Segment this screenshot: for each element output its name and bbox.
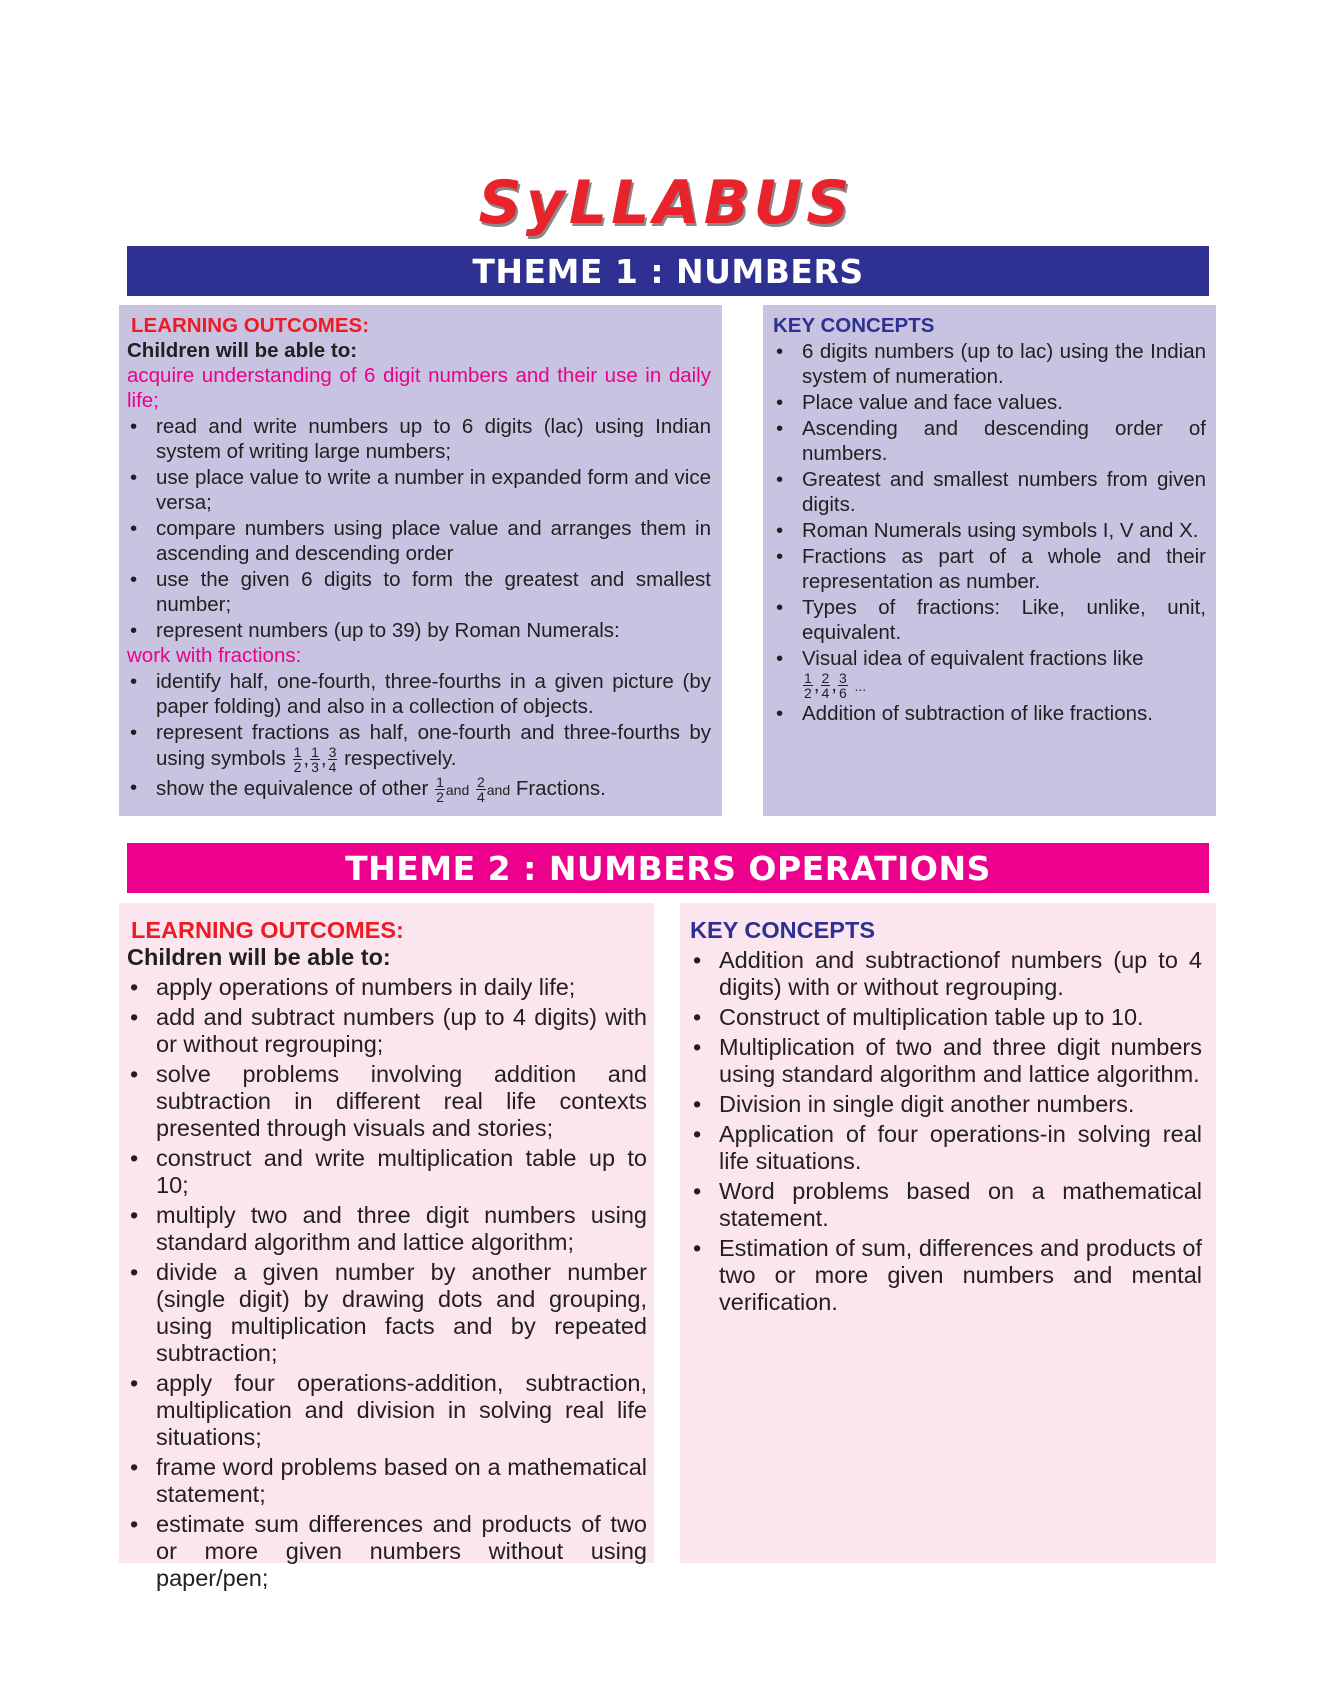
list-item: • Types of fractions: Like, unlike, unit, equivalent. [773, 595, 1206, 645]
fraction: $\frac{3}{6}$ [839, 670, 847, 701]
list-item: • Roman Numerals using symbols I, V and X. [773, 518, 1206, 543]
theme-2-learning-outcomes-panel [119, 903, 654, 1591]
list-item: • compare numbers using place value and arranges them in ascending and descending order [127, 516, 711, 566]
list-item: • 6 digits numbers (up to lac) using the Indian system of numeration. [773, 339, 1206, 389]
key-concepts-heading: KEY CONCEPTS [773, 314, 935, 337]
list-item: • Ascending and descending order of numbers. [773, 416, 1206, 466]
theme-2-key-concepts-panel [680, 903, 1216, 1563]
list-item: • Greatest and smallest numbers from given digits. [773, 467, 1206, 517]
list-item: • Division in single digit another numbers. [690, 1091, 1202, 1118]
concept-list [690, 947, 1202, 1316]
list-item: • solve problems involving addition and subtraction in different real life contexts presented through visuals and stories; [127, 1061, 647, 1142]
list-item: • add and subtract numbers (up to 4 digits) with or without regrouping; [127, 1004, 647, 1058]
list-item: • show the equivalence of other $\frac{1}{2}$ and $\frac{2}{4}$ and Fractions. [127, 775, 711, 804]
theme-1-banner: THEME 1 : NUMBERS [127, 246, 1209, 296]
list-item: • Addition of subtraction of like fractions. [773, 701, 1206, 726]
list-item-text: show the equivalence of other [156, 776, 429, 800]
list-item: • frame word problems based on a mathematical statement; [127, 1454, 647, 1508]
list-item: • divide a given number by another number (single digit) by drawing dots and grouping, using multiplication facts and by repeated subtraction; [127, 1259, 647, 1367]
theme-1-learning-outcomes-panel [119, 305, 722, 816]
list-item-text: Visual idea of equivalent fractions like [802, 647, 1144, 670]
fraction: $\frac{1}{3}$ [311, 744, 319, 775]
list-item-text: Fractions. [515, 776, 606, 800]
list-item: • Application of four operations-in solving real life situations. [690, 1121, 1202, 1175]
list-item: • construct and write multiplication table up to 10; [127, 1145, 647, 1199]
list-item: • Visual idea of equivalent fractions like $\frac{1}{2}$ , $\frac{2}{4}$ , $\frac{3}{6}$ ... [773, 646, 1206, 700]
fraction: $\frac{1}{2}$ [293, 744, 302, 775]
fraction: $\frac{2}{4}$ [476, 774, 485, 805]
list-item: • Word problems based on a mathematical statement. [690, 1178, 1202, 1232]
theme-1-key-concepts-panel [763, 305, 1216, 816]
list-item: • use place value to write a number in expanded form and vice versa; [127, 465, 711, 515]
list-item: • multiply two and three digit numbers using standard algorithm and lattice algorithm; [127, 1202, 647, 1256]
list-item: • Construct of multiplication table up to 10. [690, 1004, 1202, 1031]
outcome-list [127, 414, 711, 643]
fraction: $\frac{1}{2}$ [804, 670, 812, 701]
list-item: • Estimation of sum, differences and products of two or more given numbers and mental verification. [690, 1235, 1202, 1316]
page-title: SyLLABUS [478, 168, 854, 238]
list-item-text: represent fractions as half, one-fourth and three-fourths by using symbols [156, 721, 711, 770]
outcome-group-title: acquire understanding of 6 digit numbers and their use in daily life; [127, 364, 711, 412]
key-concepts-heading: KEY CONCEPTS [690, 917, 875, 943]
theme-2-banner: THEME 2 : NUMBERS OPERATIONS [127, 843, 1209, 893]
list-item: • estimate sum differences and products of two or more given numbers without using paper/pen; [127, 1511, 647, 1592]
list-item: • represent fractions as half, one-fourth and three-fourths by using symbols $\frac{1}{2}$ , $\frac{1}{3}$ , $\frac{3}{4}$ respectively. [127, 720, 711, 774]
learning-outcomes-heading: LEARNING OUTCOMES: [131, 314, 370, 337]
list-item: • apply four operations-addition, subtraction, multiplication and division in solving real life situations; [127, 1370, 647, 1451]
list-item: • represent numbers (up to 39) by Roman Numerals: [127, 618, 711, 643]
learning-outcomes-heading: LEARNING OUTCOMES: [131, 917, 404, 943]
list-item: • Place value and face values. [773, 390, 1206, 415]
fraction: $\frac{1}{2}$ [436, 774, 444, 805]
list-item: • apply operations of numbers in daily life; [127, 974, 647, 1001]
fraction: $\frac{2}{4}$ [821, 670, 830, 701]
list-item: • read and write numbers up to 6 digits (lac) using Indian system of writing large numbers; [127, 414, 711, 464]
list-item-text: respectively. [344, 746, 457, 770]
list-item: • use the given 6 digits to form the greatest and smallest number; [127, 567, 711, 617]
fraction: $\frac{3}{4}$ [328, 744, 337, 775]
list-item: • Addition and subtractionof numbers (up to 4 digits) with or without regrouping. [690, 947, 1202, 1001]
outcome-group-title: work with fractions: [127, 644, 302, 667]
learning-outcomes-subheading: Children will be able to: [127, 339, 358, 362]
list-item: • Multiplication of two and three digit numbers using standard algorithm and lattice algorithm. [690, 1034, 1202, 1088]
concept-list [773, 339, 1206, 726]
learning-outcomes-subheading: Children will be able to: [127, 944, 391, 970]
list-item: • Fractions as part of a whole and their representation as number. [773, 544, 1206, 594]
outcome-list [127, 669, 711, 804]
outcome-list [127, 974, 647, 1592]
list-item: • identify half, one-fourth, three-fourths in a given picture (by paper folding) and also in a collection of objects. [127, 669, 711, 719]
